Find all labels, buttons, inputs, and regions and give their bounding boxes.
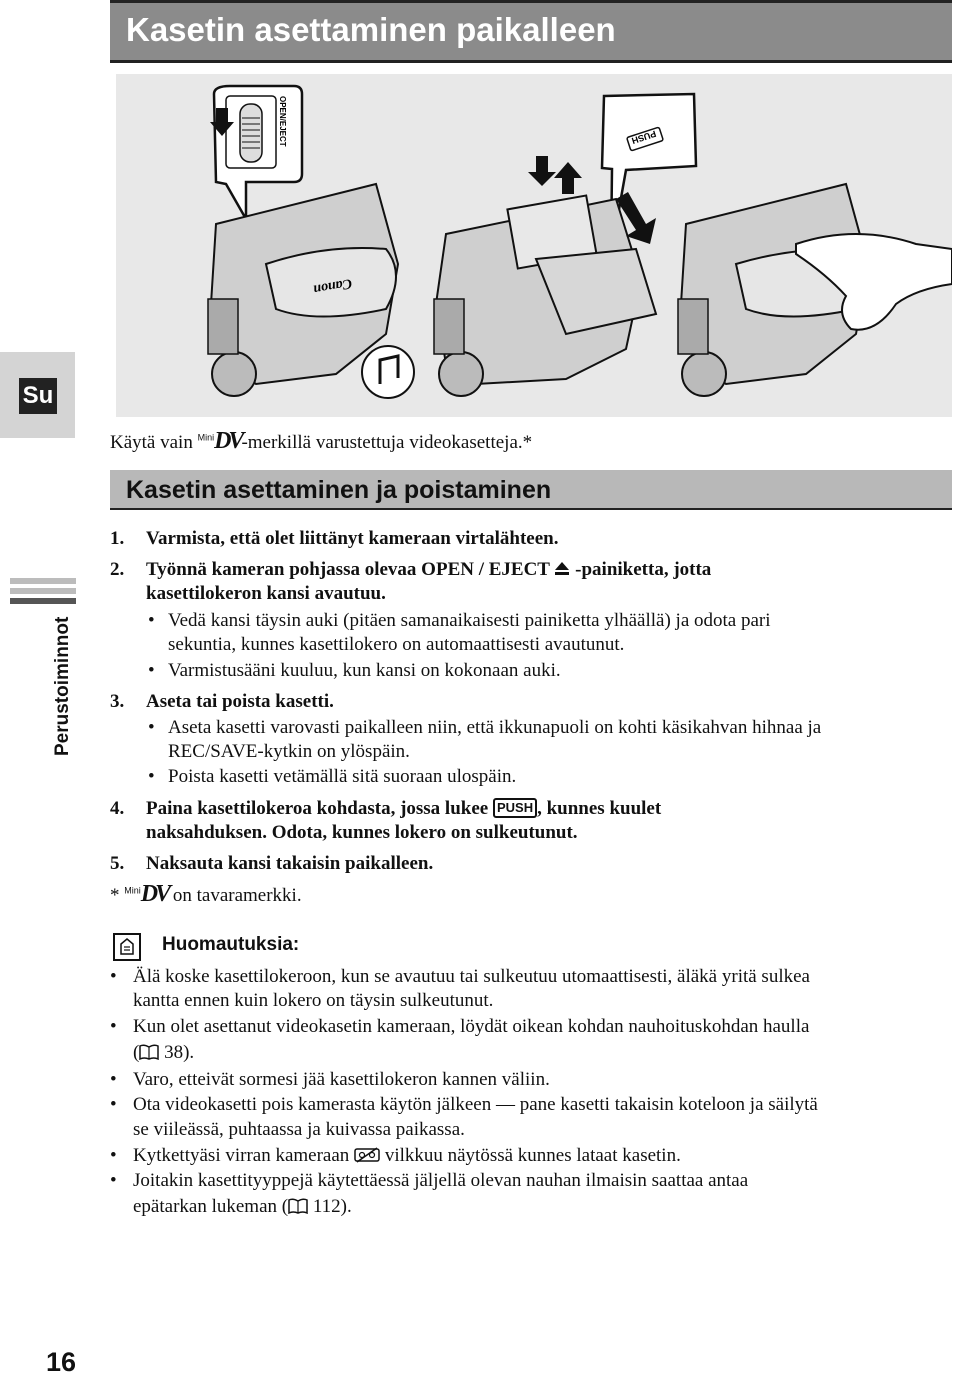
camcorder-closing — [678, 184, 952, 396]
step-2-num: 2. — [110, 559, 125, 580]
footnote: * $^{Mini}$DV on tavaramerkki. — [110, 881, 302, 907]
brand-label: Canon — [312, 275, 354, 297]
note-icon — [112, 932, 142, 962]
bullet: • — [110, 1170, 117, 1191]
note-5: Kytkettyäsi virran kameraan vilkkuu näytössä kunnes lataat kasetin. — [133, 1145, 681, 1166]
book-icon — [288, 1198, 308, 1214]
open-eject-label: OPEN/EJECT — [278, 96, 287, 147]
language-tab — [0, 352, 75, 438]
insert-arrow-icon — [528, 156, 556, 186]
step-1-text: Varmista, että olet liittänyt kameraan virtalähteen. — [146, 528, 559, 549]
book-icon — [139, 1044, 159, 1060]
language-code: Su — [19, 378, 57, 414]
note-2-cont: ( 38). — [133, 1042, 195, 1063]
note-6-cont: epätarkan lukeman ( 112). — [133, 1196, 352, 1217]
bullet: • — [148, 660, 155, 681]
section-marker — [10, 578, 76, 608]
subheading: Kasetin asettaminen ja poistaminen — [126, 476, 552, 504]
push-label: PUSH — [630, 128, 658, 146]
bullet: • — [148, 610, 155, 631]
bullet: • — [110, 1016, 117, 1037]
intro-suffix: -merkillä varustettuja videokasetteja.* — [241, 432, 533, 453]
step-3-bullet-1: Aseta kasetti varovasti paikalleen niin, että ikkunapuoli on kohti käsikahvan hihnaa ja — [168, 717, 822, 738]
note-6: Joitakin kasettityyppejä käytettäessä jäljellä olevan nauhan ilmaisin saattaa antaa — [133, 1170, 749, 1191]
bullet: • — [110, 1069, 117, 1090]
step-5-text: Naksauta kansi takaisin paikalleen. — [146, 853, 434, 874]
subheading-bar — [110, 470, 952, 510]
camcorder-illustration — [116, 74, 952, 417]
step-3-num: 3. — [110, 691, 125, 712]
bullet: • — [110, 966, 117, 987]
remove-arrow-icon — [554, 162, 582, 194]
eject-icon — [554, 560, 570, 576]
step-2-text-cont: kasettilokeron kansi avautuu. — [146, 583, 386, 604]
push-badge: PUSH — [493, 798, 537, 818]
bullet: • — [110, 1145, 117, 1166]
camcorder-closed — [208, 184, 414, 398]
note-4-cont: se viileässä, puhtaassa ja kuivassa paikassa. — [133, 1119, 465, 1140]
step-2-bullet-2: Varmistusääni kuuluu, kun kansi on kokonaan auki. — [168, 660, 561, 681]
step-2-bullet-1-cont: sekuntia, kunnes kasettilokero on automaattisesti avautunut. — [168, 634, 625, 655]
note-1: Älä koske kasettilokeroon, kun se avautuu tai sulkeutuu utomaattisesti, äläkä yritä sulkea — [133, 966, 810, 987]
note-4: Ota videokasetti pois kamerasta käytön jälkeen — pane kasetti takaisin koteloon ja säilytä — [133, 1094, 818, 1115]
intro-prefix: Käytä vain — [110, 432, 198, 453]
bullet: • — [110, 1094, 117, 1115]
open-eject-inset — [210, 86, 302, 219]
step-2-text: Työnnä kameran pohjassa olevaa OPEN / EJECT -painiketta, jotta — [146, 559, 712, 580]
page-number: 16 — [46, 1347, 77, 1377]
step-4-num: 4. — [110, 798, 125, 819]
bullet: • — [148, 766, 155, 787]
step-4-text-cont: naksahduksen. Odota, kunnes lokero on sulkeutunut. — [146, 822, 578, 843]
step-3-bullet-1-cont: REC/SAVE-kytkin on ylöspäin. — [168, 741, 410, 762]
title-bar — [110, 0, 952, 63]
page-title: Kasetin asettaminen paikalleen — [126, 11, 616, 48]
note-2: Kun olet asettanut videokasetin kameraan, löydät oikean kohdan nauhoituskohdan haulla — [133, 1016, 810, 1037]
step-3-text: Aseta tai poista kasetti. — [146, 691, 334, 712]
step-1: 1. — [110, 528, 125, 549]
step-5-num: 5. — [110, 853, 125, 874]
step-2-bullet-1: Vedä kansi täysin auki (pitäen samanaikaisesti painiketta ylhäällä) ja odota pari — [168, 610, 771, 631]
section-label-wrap — [52, 617, 74, 756]
note-1-cont: kantta ennen kuin lokero on täysin sulkeutunut. — [133, 990, 494, 1011]
mini-label: Mini — [197, 432, 215, 443]
section-label: Perustoiminnot — [52, 616, 73, 756]
no-cassette-icon — [354, 1147, 380, 1163]
step-4-text: Paina kasettilokeroa kohdasta, jossa lukee PUSH , kunnes kuulet — [146, 798, 662, 819]
note-3: Varo, etteivät sormesi jää kasettilokeron kannen väliin. — [133, 1069, 550, 1090]
intro-line — [110, 428, 532, 455]
bullet: • — [148, 717, 155, 738]
dv-logo: DV — [214, 428, 242, 454]
step-3-bullet-2: Poista kasetti vetämällä sitä suoraan ulospäin. — [168, 766, 517, 787]
notes-title: Huomautuksia: — [162, 934, 300, 955]
